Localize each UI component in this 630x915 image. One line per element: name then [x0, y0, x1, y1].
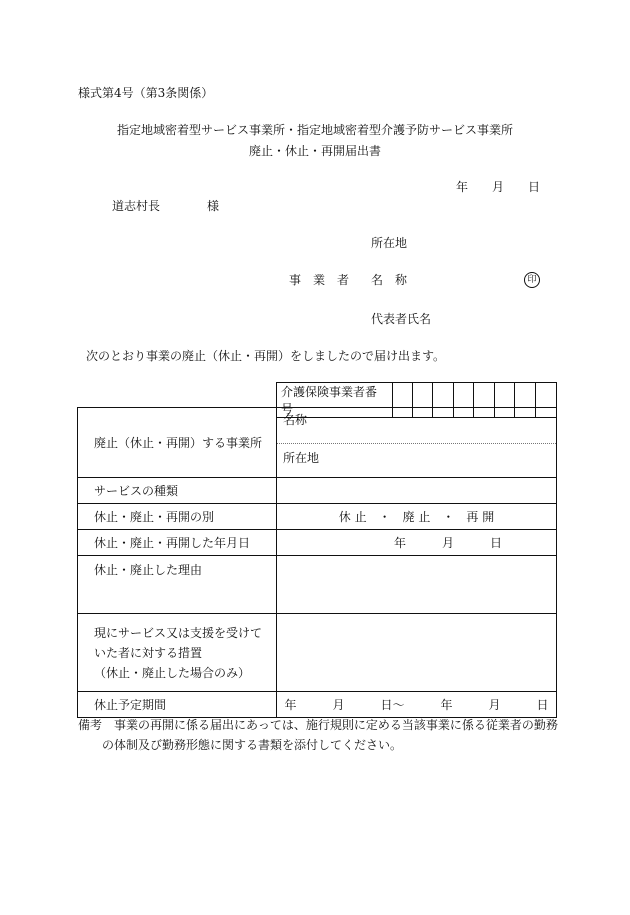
office-label: 廃止（休止・再開）する事業所: [78, 408, 277, 478]
date-year: 年: [456, 180, 469, 194]
reason-field[interactable]: [277, 556, 557, 614]
measures-line2: いた者に対する措置: [94, 645, 203, 660]
date-day: 日: [528, 180, 541, 194]
measures-line3: （休止・廃止した場合のみ）: [94, 665, 251, 680]
period-value[interactable]: 年 月 日～ 年 月 日: [277, 692, 557, 718]
form-title-line2: 廃止・休止・再開届出書: [248, 144, 381, 158]
form-number: 様式第4号（第3条関係）: [78, 86, 214, 100]
office-name-field[interactable]: [277, 408, 556, 443]
seal-mark: 印: [524, 272, 540, 288]
reason-label: 休止・廃止した理由: [78, 556, 277, 614]
applicant-business-label: 事 業 者: [289, 273, 350, 287]
applicant-rep-label: 代表者氏名: [371, 312, 432, 326]
category-label: 休止・廃止・再開の別: [78, 504, 277, 530]
applicant-address-label: 所在地: [371, 236, 408, 250]
note-line1: 備考 事業の再開に係る届出にあっては、施行規則に定める当該事業に係る従業者の勤務: [78, 718, 558, 732]
office-address-label: 所在地: [283, 451, 320, 465]
date-value[interactable]: 年 月 日: [277, 530, 557, 556]
period-label: 休止予定期間: [78, 692, 277, 718]
applicant-name-label: 名 称: [371, 273, 408, 287]
service-type-field[interactable]: [277, 478, 557, 504]
service-type-label: サービスの種類: [78, 478, 277, 504]
office-cell: [277, 408, 557, 478]
category-options[interactable]: 休 止 ・ 廃 止 ・ 再 開: [277, 504, 557, 530]
office-name-label: 名称: [283, 413, 308, 427]
insurance-number-label: 介護保険事業者番号: [277, 383, 393, 418]
statement-text: 次のとおり事業の廃止（休止・再開）をしましたので届け出ます。: [86, 349, 446, 363]
date-label: 休止・廃止・再開した年月日: [78, 530, 277, 556]
form-title-line1: 指定地域密着型サービス事業所・指定地域密着型介護予防サービス事業所: [116, 123, 513, 137]
date-month: 月: [492, 180, 505, 194]
office-address-field[interactable]: [277, 443, 556, 477]
measures-label: [78, 614, 277, 692]
main-form-table: [77, 407, 557, 718]
measures-field[interactable]: [277, 614, 557, 692]
addressee-honorific: 様: [207, 199, 220, 213]
measures-line1: 現にサービス又は支援を受けて: [94, 625, 263, 640]
addressee-name: 道志村長: [112, 199, 161, 213]
note-line2: の体制及び勤務形態に関する書類を添付してください。: [102, 738, 403, 752]
